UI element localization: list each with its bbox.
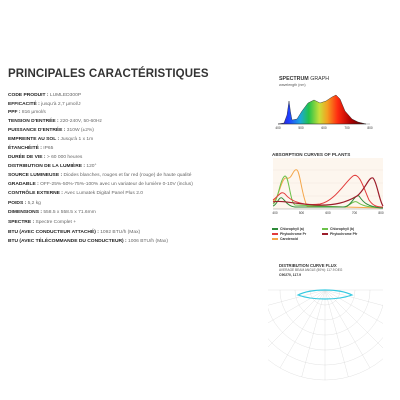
x-tick-label: 400 [272,211,278,215]
x-tick-label: 600 [325,211,331,215]
legend-label: Carotenoid [280,237,298,241]
polar-distribution-chart [268,275,383,390]
spec-value: Jusqu'à 1 x 1m [60,137,94,142]
polar-spoke [268,290,325,313]
polar-ring [268,290,383,365]
spec-value: Avec Lumatek Digital Panel Plus 2.0 [64,191,143,196]
spec-row [8,128,94,134]
spec-key: PPF : [8,110,22,115]
distribution-subtitle: AVERAGE BEAM ANGLE (50%): 117.9 DEG [279,268,343,272]
polar-spoke [325,290,370,368]
spec-value: 5,2 kg [27,201,41,206]
absorption-chart [265,156,395,226]
legend-label: Phytochrome Pr [280,232,307,236]
legend-swatch [272,238,278,239]
spec-key: TENSION D'ENTRÉE : [8,119,60,124]
x-tick-label: 700 [344,126,350,130]
legend-label: Chlorophyll (a) [280,227,304,231]
spec-row [8,220,76,226]
spec-value: 120° [86,164,97,169]
legend-swatch [322,233,328,234]
spec-value: jusqu'à 2,7 µmol/J [41,101,81,107]
legend-entry [322,227,354,231]
spec-key: BTU (AVEC TÉLÉCOMMANDE DU CONDUCTEUR) : [8,239,128,244]
x-tick-label: 400 [275,126,281,130]
spec-row [8,164,96,170]
legend-label: Phytochrome Pfr [330,232,358,236]
polar-spoke [325,290,383,313]
spec-key: DURÉE DE VIE : [8,155,47,160]
spectrum-graph [270,73,395,133]
spec-row [8,102,81,108]
spec-value: 1092 BTU/h (Max) [100,230,141,235]
spec-value: 220-240V, 50-60Hz [59,119,102,124]
spec-value: Spectre Complet + [35,220,77,225]
spec-key: BTU (AVEC CONDUCTEUR ATTACHÉ) : [8,230,101,235]
spec-row [8,182,193,188]
spec-row [8,155,82,161]
legend-swatch [272,228,278,229]
legend-entry [272,227,304,231]
spec-value: > 60 000 heures [46,155,83,160]
spec-value: IP65 [43,146,54,151]
spec-key: GRADABLE : [8,182,41,187]
page-title: PRINCIPALES CARACTÉRISTIQUES [8,68,209,80]
spec-key: POIDS : [8,201,28,206]
polar-spoke [268,290,325,335]
spectrum-subtitle: wavelength (nm) [279,83,306,87]
spec-key: EMPREINTE AU SOL : [8,137,61,142]
spec-value: 816 µmol/s [21,110,46,115]
spec-value: 1006 BTU/h (Max) [128,239,168,244]
spec-row [8,239,168,245]
spec-key: ÉTANCHÉITÉ : [8,146,44,151]
x-tick-label: 800 [378,211,384,215]
polar-spoke [325,290,383,354]
x-tick-label: 500 [298,126,304,130]
distribution-title: DISTRIBUTION CURVE FLUX [279,263,337,268]
spec-value: 558.5 x 558.5 x 71.6mm [43,210,96,215]
spec-key: EFFICACITÉ : [8,101,42,107]
spec-row [8,230,140,236]
polar-spoke [280,290,325,368]
legend-entry [272,237,298,241]
legend-label: Chlorophyll (b) [330,227,355,231]
polar-spoke [325,290,383,335]
x-tick-label: 700 [351,211,358,215]
spec-key: CONTRÔLE EXTERNE : [8,191,65,196]
legend-entry [272,232,306,236]
polar-spoke [302,290,325,377]
polar-spoke [325,290,348,377]
spec-value: Diodes blanches, rouges et far red (rouge) de haute qualité [63,173,192,178]
spec-row [8,110,46,116]
legend-swatch [322,228,328,229]
spectrum-title: SPECTRUM GRAPH [279,76,330,82]
x-tick-label: 800 [367,126,373,130]
x-tick-label: 500 [298,211,305,215]
legend-swatch [272,233,278,234]
distribution-model: C90270, 117.9 [279,273,302,277]
spec-key: DIMENSIONS : [8,210,44,215]
absorption-title: ABSORPTION CURVES OF PLANTS [272,152,351,157]
spec-value: OFF-25%-50%-75%-100% avec un variateur de lumière 0-10V (inclus) [40,182,193,187]
legend-entry [322,232,357,236]
spec-key: SPECTRE : [8,220,36,225]
spec-key: DISTRIBUTION DE LA LUMIÈRE : [8,164,87,169]
x-tick-label: 600 [321,126,327,130]
spec-key: PUISSANCE D'ENTRÉE : [8,128,67,133]
spec-row [8,210,96,216]
spec-row [8,119,102,125]
spec-row [8,173,192,179]
spec-row [8,137,93,143]
spec-row [8,93,81,99]
spec-key: SOURCE LUMINEUSE : [8,173,64,178]
spec-row [8,191,143,197]
spec-key: CODE PRODUIT : [8,93,50,98]
spec-row [8,201,41,207]
spec-row [8,146,53,152]
spec-value: LUMLED300P [49,93,82,98]
spec-value: 310W (±2%) [66,128,94,133]
absorption-x-ticks [272,211,384,215]
